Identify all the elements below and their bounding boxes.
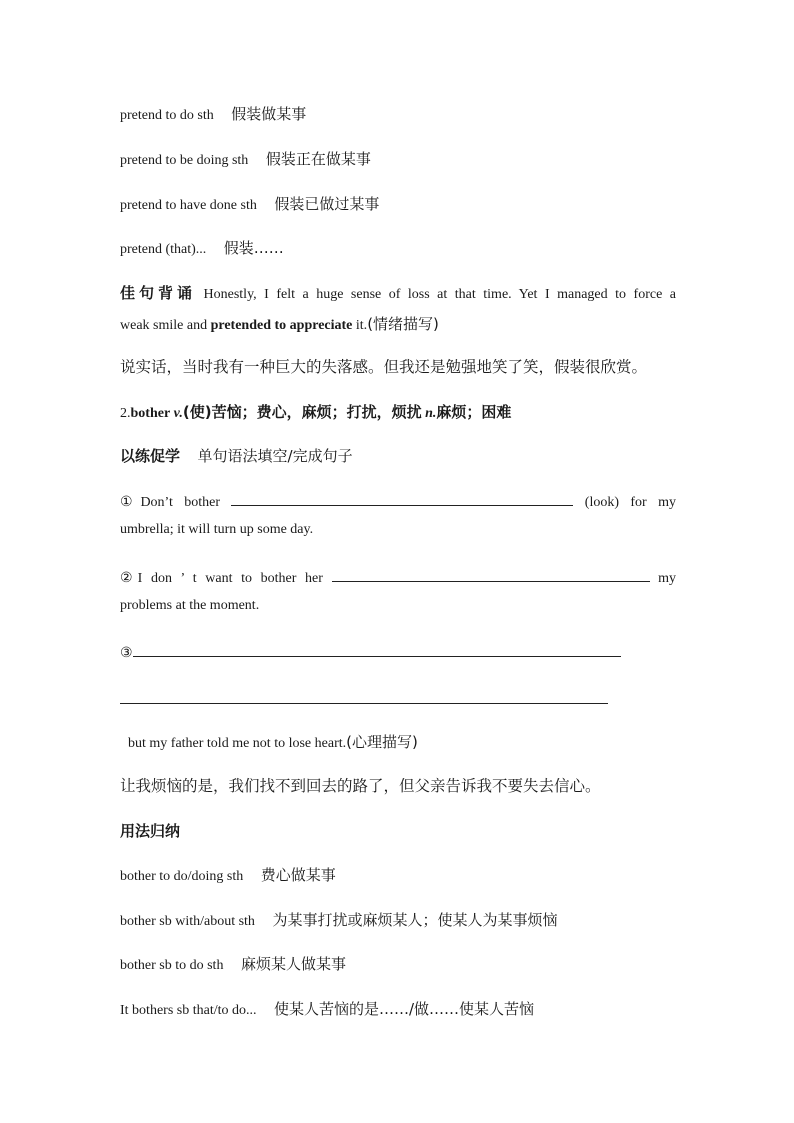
summary-item — [120, 864, 336, 885]
usage-line — [120, 103, 306, 124]
entry-pos-n: n. — [425, 406, 437, 421]
entry-meaning-n: 麻烦；困难 — [436, 403, 512, 421]
summary-en: bother sb to do sth — [120, 958, 224, 973]
usage-en: pretend to have done sth — [120, 198, 257, 213]
usage-zh: 假装…… — [223, 239, 284, 257]
question-3-translation — [120, 774, 601, 796]
entry-pos-v: v. — [173, 406, 183, 421]
summary-zh: 费心做某事 — [260, 866, 336, 884]
q2-end: my — [658, 571, 677, 586]
example-line-1 — [120, 282, 676, 303]
usage-line — [120, 237, 284, 258]
q3-tag: (心理描写) — [346, 733, 418, 751]
question-3-line-1 — [120, 642, 621, 662]
q2-blank[interactable] — [332, 567, 650, 582]
example-text-c: it. — [355, 318, 368, 333]
q3-blank-1[interactable] — [133, 642, 621, 657]
question-2-line-2 — [120, 598, 259, 614]
example-bold: pretended to appreciate — [210, 318, 353, 333]
entry-word: bother — [130, 406, 171, 421]
translation-text: 说实话，当时我有一种巨大的失落感。但我还是勉强地笑了笑，假装很欣赏。 — [120, 358, 648, 376]
summary-item — [120, 998, 534, 1019]
usage-zh: 假装已做过某事 — [274, 195, 380, 213]
example-translation — [120, 355, 647, 377]
summary-en: bother sb with/about sth — [120, 914, 255, 929]
practice-heading — [120, 445, 353, 466]
usage-zh: 假装正在做某事 — [265, 150, 371, 168]
question-3-line-3 — [128, 731, 418, 752]
q1-end: umbrella; it will turn up some day. — [120, 522, 314, 537]
summary-zh: 使某人苦恼的是……/做……使某人苦恼 — [274, 1000, 535, 1018]
example-text-a: Honestly, I felt a huge sense of loss at that time. Yet I managed to force a — [203, 287, 676, 302]
summary-label: 用法归纳 — [120, 822, 181, 840]
summary-en: It bothers sb that/to do... — [120, 1003, 257, 1018]
q3-translation: 让我烦恼的是，我们找不到回去的路了，但父亲告诉我不要失去信心。 — [120, 777, 601, 795]
usage-en: pretend to do sth — [120, 108, 214, 123]
practice-subtitle: 单句语法填空/完成句子 — [197, 447, 353, 465]
question-1-line-2 — [120, 522, 313, 538]
example-tag: (情绪描写) — [367, 315, 439, 333]
practice-label: 以练促学 — [120, 447, 181, 465]
q3-start: ③ — [120, 646, 133, 661]
summary-heading — [120, 820, 180, 841]
q1-hint: (look) for my — [584, 495, 677, 510]
q1-blank[interactable] — [231, 491, 573, 506]
question-2-line-1 — [120, 567, 676, 587]
usage-line — [120, 193, 379, 214]
entry-number: 2. — [120, 406, 131, 421]
q1-start: ①Don’t bother — [120, 495, 221, 510]
q2-start: ②I don ’ t want to bother her — [120, 571, 323, 586]
example-label: 佳句背诵 — [120, 284, 197, 302]
summary-en: bother to do/doing sth — [120, 869, 244, 884]
question-3-line-2 — [120, 689, 608, 709]
question-1-line-1 — [120, 491, 676, 511]
entry-meaning-v: (使)苦恼；费心，麻烦；打扰，烦扰 — [182, 403, 422, 421]
summary-zh: 为某事打扰或麻烦某人；使某人为某事烦恼 — [272, 911, 558, 929]
summary-item — [120, 953, 346, 974]
usage-en: pretend (that)... — [120, 242, 207, 257]
entry-heading — [120, 401, 511, 422]
q3-end: but my father told me not to lose heart. — [128, 736, 347, 751]
summary-zh: 麻烦某人做某事 — [240, 955, 346, 973]
usage-zh: 假装做某事 — [231, 105, 307, 123]
q2-tail: problems at the moment. — [120, 598, 260, 613]
summary-item — [120, 909, 557, 930]
usage-en: pretend to be doing sth — [120, 153, 249, 168]
example-text-b: weak smile and — [120, 318, 208, 333]
q3-blank-2[interactable] — [120, 689, 608, 704]
example-line-2 — [120, 313, 439, 334]
usage-line — [120, 148, 371, 169]
